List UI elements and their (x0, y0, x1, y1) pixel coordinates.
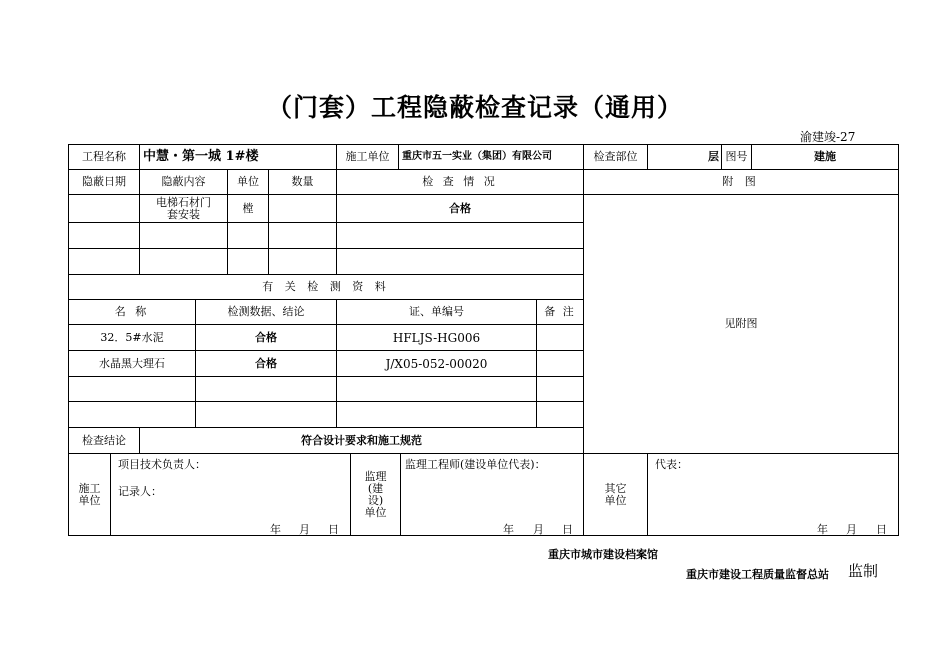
inspection-part-value: 层 (647, 144, 722, 170)
sign-date-day: 日 (562, 523, 573, 536)
sign-date-day: 日 (328, 523, 339, 536)
construction-unit-value: 重庆市五一实业（集团）有限公司 (398, 144, 584, 170)
col-hidden-content: 隐蔽内容 (139, 169, 228, 195)
table-row-empty (227, 222, 269, 249)
test-row-empty (336, 376, 537, 402)
footer-archive: 重庆市城市建设档案馆 (548, 548, 658, 561)
footer-made-by: 监制 (848, 562, 879, 580)
test-row-empty (195, 376, 337, 402)
col-attachment: 附 图 (583, 169, 899, 195)
table-row-empty (68, 248, 140, 275)
test-row-empty (195, 401, 337, 428)
conclusion-label: 检查结论 (68, 427, 140, 454)
hidden-unit-cell: 樘 (227, 194, 269, 223)
test-col-data: 检测数据、结论 (195, 299, 337, 325)
test-row-remark (536, 324, 584, 351)
test-row-empty (68, 401, 196, 428)
sign-date-year: 年 (270, 523, 281, 536)
test-row-data: 合格 (195, 324, 337, 351)
test-row-empty (536, 376, 584, 402)
page-title: （门套）工程隐蔽检查记录（通用） (266, 93, 683, 122)
test-row-cert: HFLJS-HG006 (336, 324, 537, 351)
table-row-empty (139, 248, 228, 275)
test-row-data: 合格 (195, 350, 337, 377)
test-col-cert: 证、单编号 (336, 299, 537, 325)
construction-unit-sign-label: 施工单位 (68, 453, 111, 536)
footer-supervision-station: 重庆市建设工程质量监督总站 (686, 568, 829, 581)
table-row-date (68, 194, 140, 223)
representative-label: 代表： (655, 458, 688, 471)
drawing-no-value: 建施 (751, 144, 899, 170)
sign-date-day: 日 (876, 523, 887, 536)
test-col-remark: 备 注 (536, 299, 584, 325)
sign-date-year: 年 (503, 523, 514, 536)
table-row-empty (268, 222, 337, 249)
test-section-title: 有 关 检 测 资 料 (68, 274, 584, 300)
test-row-name: 32．5#水泥 (68, 324, 196, 351)
hidden-content-cell: 电梯石材门套安装 (139, 194, 228, 223)
test-row-cert: J/X05-052-00020 (336, 350, 537, 377)
attachment-cell: 见附图 (583, 194, 899, 454)
sign-date-month: 月 (846, 523, 857, 536)
test-row-remark (536, 350, 584, 377)
table-row-empty (268, 248, 337, 275)
document-code: 渝建竣-27 (800, 130, 856, 144)
other-unit-sign-label: 其它单位 (583, 453, 648, 536)
hidden-inspection-cell: 合格 (336, 194, 584, 223)
table-row-empty (336, 248, 584, 275)
table-row-empty (227, 248, 269, 275)
test-row-empty (336, 401, 537, 428)
tech-leader-label: 项目技术负责人： (118, 458, 206, 471)
construction-unit-label: 施工单位 (336, 144, 399, 170)
test-row-empty (68, 376, 196, 402)
supervision-sign-label: 监理(建设)单位 (350, 453, 401, 536)
sign-date-month: 月 (533, 523, 544, 536)
col-hidden-date: 隐蔽日期 (68, 169, 140, 195)
sign-date-month: 月 (299, 523, 310, 536)
supervisor-label: 监理工程师(建设单位代表)： (405, 458, 546, 471)
test-row-empty (536, 401, 584, 428)
sign-date-year: 年 (817, 523, 828, 536)
conclusion-value: 符合设计要求和施工规范 (139, 427, 584, 454)
test-col-name: 名 称 (68, 299, 196, 325)
project-name-value: 中慧・第一城 1#楼 (139, 144, 337, 170)
table-row-empty (139, 222, 228, 249)
drawing-no-label: 图号 (721, 144, 752, 170)
table-row-empty (68, 222, 140, 249)
hidden-quantity-cell (268, 194, 337, 223)
test-row-name: 水晶黑大理石 (68, 350, 196, 377)
col-unit: 单位 (227, 169, 269, 195)
col-quantity: 数量 (268, 169, 337, 195)
recorder-label: 记录人： (118, 485, 162, 498)
project-name-label: 工程名称 (68, 144, 140, 170)
table-row-empty (336, 222, 584, 249)
inspection-part-label: 检查部位 (583, 144, 648, 170)
col-inspection: 检 查 情 况 (336, 169, 584, 195)
